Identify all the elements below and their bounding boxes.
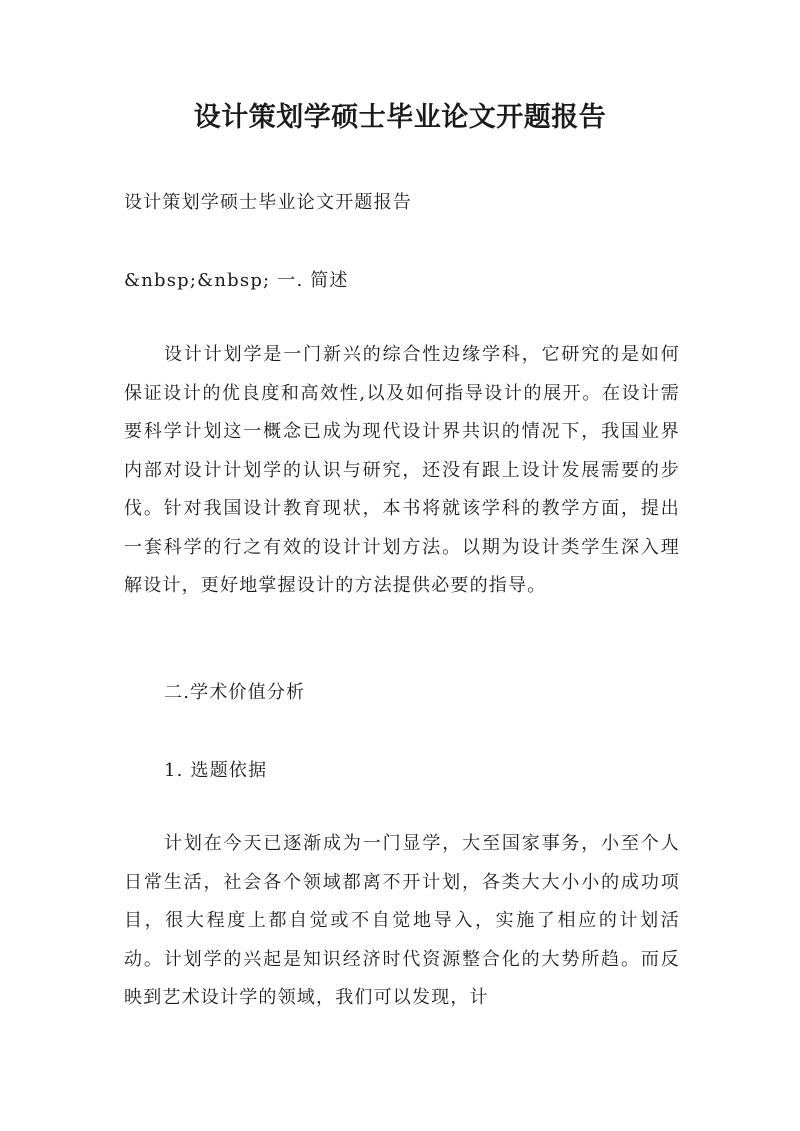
section-heading-overview: &nbsp;&nbsp; 一. 简述	[124, 270, 349, 291]
document-subtitle: 设计策划学硕士毕业论文开题报告	[124, 192, 412, 213]
document-title: 设计策划学硕士毕业论文开题报告	[193, 102, 607, 133]
topic-basis-paragraph: 计划在今天已逐渐成为一门显学，大至国家事务，小至个人日常生活，社会各个领域都离不开计划，各类大大小小的成功项目，很大程度上都自觉或不自觉地导入，实施了相应的计划活动。计划学的兴起是知识经济时代资源整合化的大势所趋。而反映到艺术设计学的领域，我们可以发现，计	[124, 833, 680, 1008]
section-heading-academic-value: 二.学术价值分析	[164, 682, 306, 703]
overview-paragraph: 设计计划学是一门新兴的综合性边缘学科，它研究的是如何保证设计的优良度和高效性,以及如何指导设计的展开。在设计需要科学计划这一概念已成为现代设计界共识的情况下，我国业界内部对设计计划学的认识与研究，还没有跟上设计发展需要的步伐。针对我国设计教育现状，本书将就该学科的教学方面，提出一套科学的行之有效的设计计划方法。以期为设计类学生深入理解设计，更好地掌握设计的方法提供必要的指导。	[124, 344, 680, 596]
subsection-heading-topic-basis: 1. 选题依据	[164, 760, 268, 781]
